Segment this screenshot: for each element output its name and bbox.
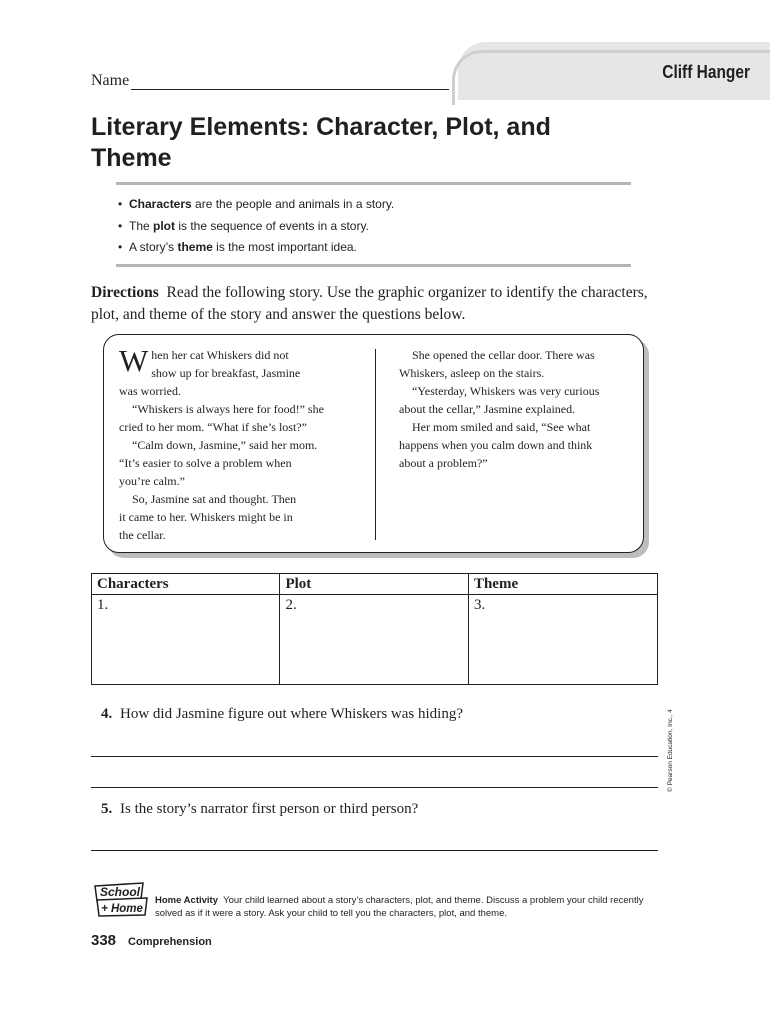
story-line: it came to her. Whiskers might be in: [119, 510, 293, 524]
definition-item: • The plot is the sequence of events in a story.: [118, 218, 369, 233]
story-line: about the cellar,” Jasmine explained.: [399, 402, 576, 416]
header-characters: Characters: [92, 574, 280, 595]
home-activity-label: Home Activity: [155, 895, 218, 906]
story-line: hen her cat Whiskers did not: [151, 348, 289, 362]
name-field[interactable]: [131, 73, 449, 90]
cell-plot[interactable]: 2.: [280, 595, 468, 685]
story-line: “Calm down, Jasmine,” said her mom.: [132, 438, 318, 452]
story-column-left: [119, 343, 357, 544]
definition-item: • Characters are the people and animals in a story.: [118, 197, 395, 211]
directions: [91, 282, 651, 326]
story-line: you’re calm.”: [119, 474, 185, 488]
footer-label: Comprehension: [128, 936, 212, 948]
drop-cap: W: [119, 343, 149, 378]
home-activity: [155, 894, 665, 920]
school-home-logo-icon: [91, 880, 151, 918]
story-line: So, Jasmine sat and thought. Then: [132, 492, 297, 506]
story-line: cried to her mom. “What if she’s lost?”: [119, 420, 307, 434]
answer-line[interactable]: [91, 787, 658, 788]
answer-line[interactable]: [91, 756, 658, 757]
copyright-notice: © Pearson Education, Inc., 4: [667, 709, 674, 792]
name-label: Name: [91, 72, 130, 89]
story-line: “Yesterday, Whiskers was very curious: [412, 384, 600, 398]
tab-title: Cliff Hanger: [662, 62, 750, 82]
directions-label: Directions: [91, 284, 159, 301]
story-line: about a problem?”: [399, 456, 488, 470]
question-5: [101, 801, 418, 818]
definitions-list: [118, 194, 394, 259]
column-divider: [375, 349, 376, 540]
cell-characters[interactable]: 1.: [92, 595, 280, 685]
story-line: show up for breakfast, Jasmine: [151, 366, 301, 380]
page-title: Literary Elements: Character, Plot, and Theme: [91, 113, 551, 172]
term-plot: plot: [153, 218, 176, 233]
header-theme: Theme: [468, 574, 657, 595]
story-line: She opened the cellar door. There was: [412, 348, 595, 362]
page-number: 338: [91, 932, 117, 949]
story-line: was worried.: [119, 384, 181, 398]
story-box: [103, 334, 644, 553]
question-number: 4.: [101, 706, 113, 722]
name-row: [91, 72, 449, 90]
story-line: “It’s easier to solve a problem when: [119, 456, 292, 470]
term-theme: theme: [177, 240, 213, 254]
term-characters: Characters: [129, 197, 192, 211]
story-line: Her mom smiled and said, “See what: [412, 420, 591, 434]
answer-line[interactable]: [91, 850, 658, 851]
cell-theme[interactable]: 3.: [468, 595, 657, 685]
top-rule: [116, 182, 631, 185]
definition-item: • A story’s theme is the most important idea.: [118, 240, 357, 254]
graphic-organizer: [91, 573, 658, 685]
bottom-rule: [116, 264, 631, 267]
story-column-right: [399, 346, 631, 472]
question-text: Is the story’s narrator first person or third person?: [120, 801, 419, 817]
question-text: How did Jasmine figure out where Whiskers was hiding?: [120, 706, 463, 722]
directions-text: Read the following story. Use the graphic organizer to identify the characters, plot, and theme of the story and answer the questions below.: [91, 284, 648, 323]
header-tab: [458, 42, 770, 100]
story-line: Whiskers, asleep on the stairs.: [399, 366, 545, 380]
logo-text-home: + Home: [101, 903, 143, 915]
logo-text-school: School: [99, 885, 141, 899]
footer: [91, 932, 212, 949]
story-line: “Whiskers is always here for food!” she: [132, 402, 324, 416]
story-line: the cellar.: [119, 528, 166, 542]
story-line: happens when you calm down and think: [399, 438, 593, 452]
header-plot: Plot: [280, 574, 468, 595]
question-number: 5.: [101, 801, 113, 817]
question-4: [101, 706, 463, 723]
home-activity-text: Your child learned about a story’s characters, plot, and theme. Discuss a problem your child recently solved as if it were a story. Ask your child to tell you the characters, plot, and theme.: [155, 895, 644, 919]
